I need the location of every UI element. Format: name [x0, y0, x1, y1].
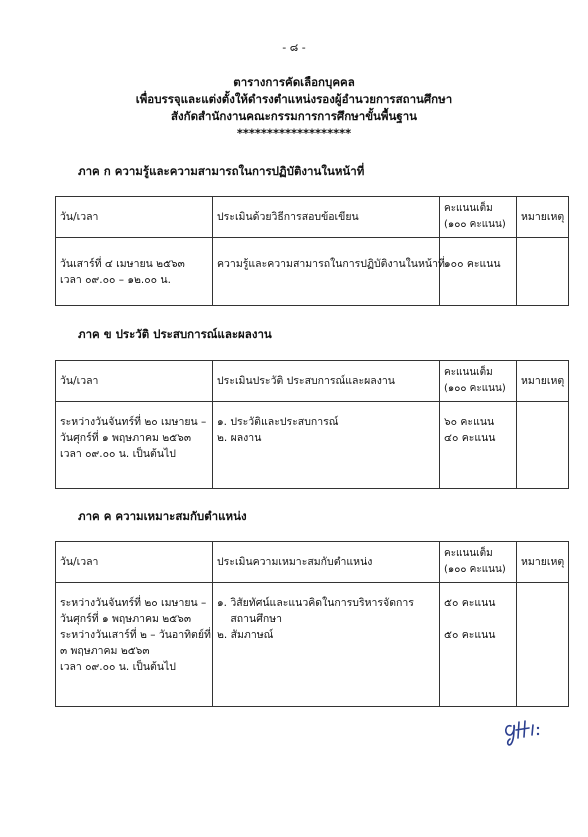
- title-line-1: ตารางการคัดเลือกบุคคล: [233, 75, 355, 89]
- remark-cell: [517, 402, 569, 489]
- date-cell: [56, 238, 213, 306]
- table-row: [56, 583, 569, 707]
- table-row: [56, 238, 569, 306]
- title-line-2: เพื่อบรรจุและแต่งตั้งให้ดำรงตำแหน่งรองผู้อำนวยการสถานศึกษา: [135, 92, 453, 106]
- remark-cell: [517, 583, 569, 707]
- page-number: - ๘ -: [282, 41, 306, 54]
- header-score-total: (๑๐๐ คะแนน): [444, 383, 506, 394]
- item-line: ๒. สัมภาษณ์: [217, 629, 274, 641]
- time-line: เวลา ๐๙.๐๐ น. เป็นต้นไป: [60, 448, 176, 460]
- date-line: วันศุกร์ที่ ๑ พฤษภาคม ๒๕๖๓: [60, 613, 192, 625]
- score-line: ๕๐ คะแนน: [444, 597, 496, 609]
- time-line: เวลา ๐๙.๐๐ – ๑๒.๐๐ น.: [60, 274, 171, 286]
- section-c-heading: ภาค ค ความเหมาะสมกับตำแหน่ง: [78, 509, 247, 523]
- header-remark: หมายเหตุ: [517, 197, 569, 238]
- item-line: ความรู้และความสามารถในการปฏิบัติงานในหน้าที่: [217, 258, 445, 270]
- score-cell: [440, 583, 517, 707]
- score-cell: [440, 238, 517, 306]
- header-score-total: (๑๐๐ คะแนน): [444, 219, 506, 230]
- header-score-label: คะแนนเต็ม: [444, 203, 493, 214]
- date-line: ระหว่างวันจันทร์ที่ ๒๐ เมษายน –: [60, 597, 207, 609]
- time-line: เวลา ๐๙.๐๐ น. เป็นต้นไป: [60, 661, 176, 673]
- header-score: [440, 197, 517, 238]
- score-line: ๕๐ คะแนน: [444, 629, 496, 641]
- header-score-label: คะแนนเต็ม: [444, 367, 493, 378]
- header-date: วัน/เวลา: [56, 197, 213, 238]
- section-a-table: [55, 196, 569, 306]
- header-remark: หมายเหตุ: [517, 542, 569, 583]
- title-separator-stars: *******************: [236, 126, 352, 140]
- header-method: ประเมินความเหมาะสมกับตำแหน่ง: [213, 542, 440, 583]
- section-a-heading: ภาค ก ความรู้และความสามารถในการปฏิบัติงานในหน้าที่: [78, 164, 365, 178]
- header-score: [440, 361, 517, 402]
- header-score: [440, 542, 517, 583]
- section-b-heading: ภาค ข ประวัติ ประสบการณ์และผลงาน: [78, 327, 272, 341]
- section-b-table: [55, 360, 569, 489]
- item-cell: [213, 583, 440, 707]
- item-cell: [213, 402, 440, 489]
- score-spacer: [444, 611, 512, 627]
- title-line-3: สังกัดสำนักงานคณะกรรมการการศึกษาขั้นพื้นฐาน: [170, 109, 418, 123]
- date-line: วันศุกร์ที่ ๑ พฤษภาคม ๒๕๖๓: [60, 432, 192, 444]
- date-line: ๓ พฤษภาคม ๒๕๖๓: [60, 645, 150, 657]
- item-line: ๑. วิสัยทัศน์และแนวคิดในการบริหารจัดการ: [217, 597, 414, 609]
- remark-cell: [517, 238, 569, 306]
- handwritten-signature: [503, 716, 549, 748]
- date-line: ระหว่างวันจันทร์ที่ ๒๐ เมษายน –: [60, 416, 207, 428]
- score-line: ๖๐ คะแนน: [444, 416, 495, 428]
- table-header-row: [56, 542, 569, 583]
- item-line: สถานศึกษา: [217, 613, 283, 625]
- score-line: ๑๐๐ คะแนน: [444, 258, 501, 270]
- document-title: [0, 74, 588, 142]
- section-c-table: [55, 541, 569, 707]
- date-line: ระหว่างวันเสาร์ที่ ๒ – วันอาทิตย์ที่: [60, 629, 211, 641]
- header-method: ประเมินประวัติ ประสบการณ์และผลงาน: [213, 361, 440, 402]
- header-score-label: คะแนนเต็ม: [444, 548, 493, 559]
- header-remark: หมายเหตุ: [517, 361, 569, 402]
- item-cell: [213, 238, 445, 306]
- header-method: ประเมินด้วยวิธีการสอบข้อเขียน: [213, 197, 440, 238]
- date-cell: [56, 402, 213, 489]
- table-header-row: [56, 361, 569, 402]
- date-line: วันเสาร์ที่ ๔ เมษายน ๒๕๖๓: [60, 258, 185, 270]
- date-cell: [56, 583, 213, 707]
- table-row: [56, 402, 569, 489]
- item-line: ๒. ผลงาน: [217, 432, 262, 444]
- header-date: วัน/เวลา: [56, 361, 213, 402]
- header-score-total: (๑๐๐ คะแนน): [444, 564, 506, 575]
- item-line: ๑. ประวัติและประสบการณ์: [217, 416, 339, 428]
- header-date: วัน/เวลา: [56, 542, 213, 583]
- score-cell: [440, 402, 517, 489]
- table-header-row: [56, 197, 569, 238]
- score-line: ๔๐ คะแนน: [444, 432, 496, 444]
